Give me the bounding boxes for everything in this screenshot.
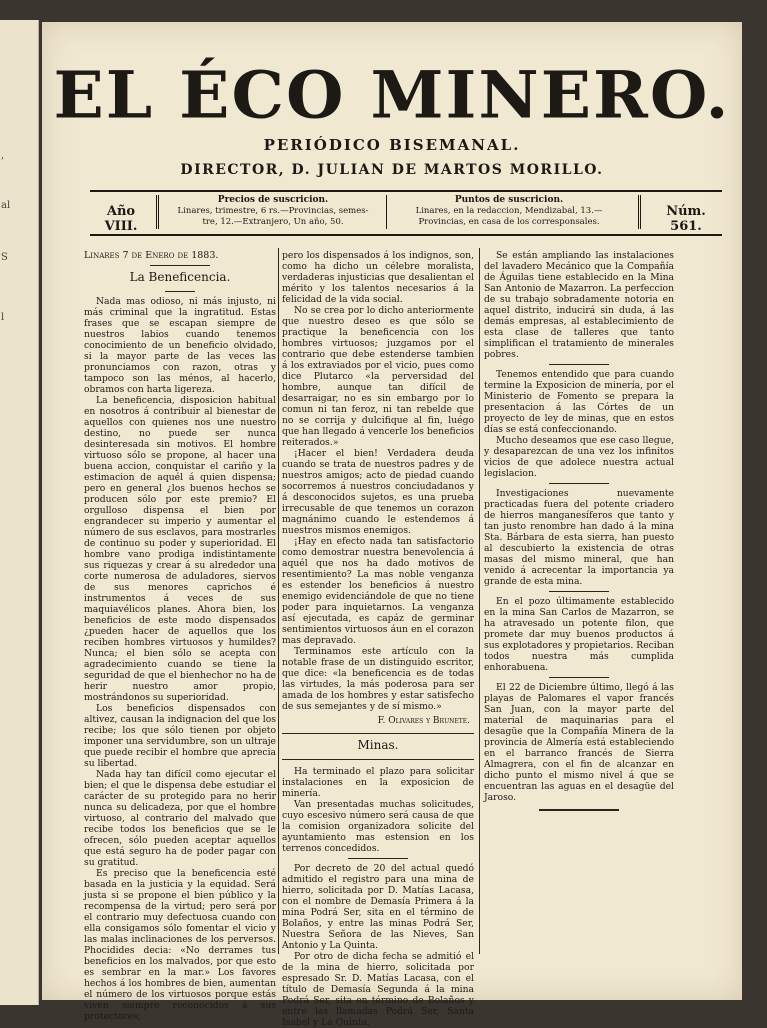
points-line: Linares, en la redaccion, Mendizabal, 13.— (415, 206, 603, 216)
ornament-rule (539, 809, 619, 811)
column-1 (84, 250, 276, 1022)
prices-line: Linares, trimestre, 6 rs.—Provincias, semes- (177, 206, 369, 216)
paragraph: Es preciso que la beneficencia esté basada en la justicia y la equidad. Será justa si se propone el bien público y la recompensa de la virtud; pero será por el contrario muy defectuosa cuando con ella consigamos sólo fomentar el vicio y las malas inclinaciones de los perversos. Phocidides decia: «No derrames tus beneficios en los malvados, por que esto es sembrar en la mar.» Los favores hechos á los hombres de bien, aumentan el número de los virtuosos porque estás viven siempre reconocidos á sus protectores; (84, 868, 276, 1022)
margin-fragment: S (1, 252, 8, 263)
divider (156, 195, 159, 229)
rule (282, 759, 474, 760)
paragraph: En el pozo últimamente establecido en la mina San Carlos de Mazarron, se ha atravesado un potente filon, que promete dar muy buenos productos á sus explotadores y propietarios. Reciban todos nuestra más cumplida enhorabuena. (484, 596, 674, 673)
masthead-title: EL ÉCO MINERO. (53, 56, 731, 134)
paragraph: Nada hay tan difícil como ejecutar el bien; el que le dispensa debe estudiar el carácter de su protegido para no herir nunca su delicadeza, por que el hombre virtuoso, al contrario del malvado que recibe todos los beneficios que se le ofrecen, sólo pueden aceptar aquellos que está seguro ha de poder pagar con su gratitud. (84, 769, 276, 868)
article-title: La Beneficencia. (129, 270, 231, 284)
rule (150, 265, 210, 266)
signature: F. Olivares y Brunete. (377, 716, 470, 726)
margin-fragment: al (1, 200, 11, 211)
divider (386, 195, 387, 229)
divider (638, 195, 641, 229)
masthead-director: DIRECTOR, D. JULIAN DE MARTOS MORILLO. (180, 162, 604, 178)
prices-heading: Precios de suscricion. (217, 195, 329, 205)
prices-line: tre, 12.—Extranjero, Un año, 50. (202, 217, 344, 227)
rule (348, 858, 408, 859)
paragraph: Por decreto de 20 del actual quedó admitido el registro para una mina de hierro, solicitada por D. Matías Lacasa, con el nombre de Demasía Primera á la mina Podrá Ser, sita en el término de Bolaños, y entre las minas Podrá Ser, Nuestra Señora de las Nieves, San Antonio y La Quinta. (282, 863, 474, 951)
subscription-info-bar (90, 190, 722, 236)
newspaper-page (42, 22, 742, 1028)
paragraph: Nada mas odioso, ni más injusto, ni más criminal que la ingratitud. Estas frases que se escapan siempre de nuestros labios cuando tenemos conocimiento de un beneficio olvidado, si la mayor parte de las veces las pronunciamos con razon, otras y tampoco son las ménos, al hacerlo, obramos con harta ligereza. (84, 296, 276, 395)
column-rule (479, 248, 480, 954)
rule (549, 591, 609, 592)
paragraph: Investigaciones nuevamente practicadas fuera del potente criadero de hierros manganesíferos que tanto y tan justo renombre han dado á la mina Sta. Bárbara de esta sierra, han puesto al descubierto la existencia de otras masas del mismo mineral, que han venido á acrecentar la importancia ya grande de esta mina. (484, 488, 674, 587)
rule (549, 677, 609, 678)
rule (282, 733, 474, 734)
year-label: Año VIII. (104, 204, 138, 234)
paragraph: El 22 de Diciembre último, llegó á las playas de Palomares el vapor francés San Juan, con la mayor parte del material de maquinarias para el desagüe que la Compañía Minera de la provincia de Almería está estableciendo en el barranco francés de Sierra Almagrera, con el fin de alcanzar en dicho punto el mismo nivel á que se encuentran las aguas en el desagüe del Jaroso. (484, 682, 674, 803)
prices-block (164, 195, 382, 228)
column-2 (282, 250, 474, 1028)
rule (549, 483, 609, 484)
points-block (394, 195, 624, 228)
dateline: Linares 7 de Enero de 1883. (84, 250, 219, 261)
margin-fragment: , (1, 150, 5, 161)
points-heading: Puntos de suscricion. (454, 195, 564, 205)
paragraph: Van presentadas muchas solicitudes, cuyo escesivo número será causa de que la comision organizadora solicite del ayuntamiento mas estension en los terrenos concedidos. (282, 799, 474, 854)
paragraph: Terminamos este artículo con la notable frase de un distinguido escritor, que dice: «la beneficencia es de todas las virtudes, la más poderosa para ser amada de los hombres y estar satisfecho de sus semejantes y de sí mismo.» (282, 646, 474, 712)
rule (549, 364, 609, 365)
paragraph: Mucho deseamos que ese caso llegue, y desaparezcan de una vez los infinitos vicios de que adolece nuestra actual legislacion. (484, 435, 674, 479)
rule (165, 291, 195, 292)
issue-number: Núm. 561. (666, 204, 706, 234)
paragraph: No se crea por lo dicho anteriormente que nuestro deseo es que sólo se practique la beneficencia con los hombres virtuosos; juzgamos por el contrario que debe estenderse tambien á los extraviados por el vicio, pues como dice Plutarco «la perversidad del hombre, aunque tan difícil de desarraigar, no es sin embargo por lo comun ni tan feroz, ni tan rebelde que no se corrija y dulcifique al fin, luégo que han llegado á vencerle los beneficios reiterados.» (282, 305, 474, 448)
paragraph: Los beneficios dispensados con altivez, causan la indignacion del que los recibe; los que sólo tienen por objeto imponer una servidumbre, son un ultraje que puede recibir el hombre que aprecia su libertad. (84, 703, 276, 769)
paragraph: Se están ampliando las instalaciones del lavadero Mecánico que la Compañía de Águilas tiene establecido en la Mina San Antonio de Mazarron. La perfeccion de su trabajo sobradamente notoria en aquel distrito, inducirá sin duda, á las demás empresas, al establecimiento de esta clase de talleres que tanto simplifican el tratamiento de minerales pobres. (484, 250, 674, 360)
masthead-subtitle: PERIÓDICO BISEMANAL. (263, 136, 521, 154)
column-3 (484, 250, 674, 960)
paragraph: ¡Hay en efecto nada tan satisfactorio como demostrar nuestra benevolencia á aquél que nos ha dado motivos de resentimiento? La mas noble venganza es estender los beneficios á nuestro enemigo evidenciándole de que no tiene poder para inquietarnos. La venganza así ejecutada, es capáz de germinar sentimientos virtuosos áun en el corazon mas depravado. (282, 536, 474, 646)
paragraph: ¡Hacer el bien! Verdadera deuda cuando se trata de nuestros padres y de nuestros amigos; acto de piedad cuando socorremos á nuestros conciudadanos y á desconocidos sujetos, es una prueba irrecusable de que tenemos un corazon magnánimo cuando le estendemos á nuestros mismos enemigos. (282, 448, 474, 536)
adjacent-page-edge (0, 20, 39, 1005)
margin-fragment: l (1, 312, 5, 323)
paragraph: La beneficencia, disposicion habitual en nosotros á contribuir al bienestar de aquellos con quienes nos une nuestro destino, no puede ser nunca desinteresada sin motivos. El hombre virtuoso sólo se propone, al hacer una buena accion, conquistar el cariño y la estimacion de aquél á quien dispensa; pero en general ¿los buenos hechos se producen sólo por este premio? El orgulloso dispensa el bien por engrandecer su imperio y aumentar el número de sus esclavos, para mostrarles de continuo su poder y superioridad. El hombre vano prodiga indistintamente sus riquezas y crear á su alrededor una corte numerosa de aduladores, siervos de sus menores caprichos é instrumentos á veces de sus maquiavélicos planes. Ahora bien, los beneficios de este modo dispensados ¿pueden hacer de aquellos que los reciben hombres virtuosos y humildes? Nunca; el bien sólo se acepta con agradecimiento cuando se tiene la seguridad de que el bienhechor no ha de herir nuestro amor propio, mostrándonos su superioridad. (84, 395, 276, 703)
points-line: Provincias, en casa de los corresponsales. (418, 217, 600, 227)
article-title: Minas. (357, 738, 399, 752)
column-rule (278, 248, 279, 954)
paragraph: pero los dispensados á los indignos, son, como ha dicho un célebre moralista, verdaderas injusticias que desalientan el mérito y los talentos necesarios á la felicidad de la vida social. (282, 250, 474, 305)
paragraph: Ha terminado el plazo para solicitar instalaciones en la exposicion de minería. (282, 766, 474, 799)
paragraph: Tenemos entendido que para cuando termine la Exposicion de minería, por el Ministerio de Fomento se prepara la presentacion á las Córtes de un proyecto de ley de minas, que en estos días se está confeccionando. (484, 369, 674, 435)
paragraph: Por otro de dicha fecha se admitió el de la mina de hierro, solicitada por espresado Sr. D. Matías Lacasa, con el título de Demasía Segunda á la mina Podrá Ser, sita en término de Bolaños y entre las llamadas Podrá Ser, Santa Isabel y La Quinta. (282, 951, 474, 1028)
